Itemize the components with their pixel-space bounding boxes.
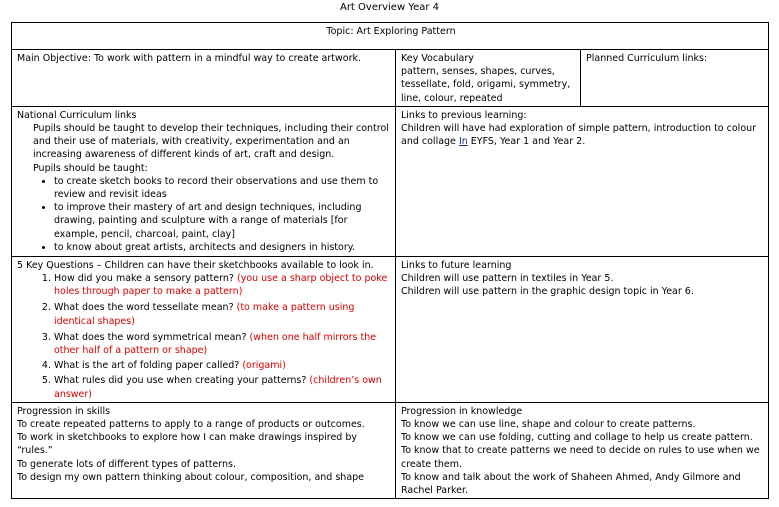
main-objective: Main Objective: To work with pattern in a mindful way to create artwork. [17,53,362,64]
list-item: 1. How did you make a sensory pattern? (you use a sharp object to poke holes through paper to make a pattern) [54,272,392,298]
progression-skills-heading: Progression in skills [17,405,111,417]
future-learning-cell [396,256,769,402]
national-curriculum-heading: National Curriculum links [17,109,137,121]
list-item: To generate lots of different types of patterns. [17,458,237,470]
list-item: To create repeated patterns to apply to a range of products or outcomes. [17,419,365,431]
list-item: To know we can use folding, cutting and collage to help us create pattern. [401,432,753,444]
previous-learning-heading: Links to previous learning: [401,109,527,121]
previous-learning-cell [396,106,769,256]
topic-cell [12,23,769,50]
previous-learning-link: In [458,136,468,148]
key-questions-heading: 5 Key Questions – Children can have their sketchbooks available to look in. [17,259,374,271]
previous-learning-text: Children will have had exploration of simple pattern, introduction to colour and collage In EYFS, Year 1 and Year 2. [401,123,757,148]
topic-title: Topic: Art Exploring Pattern [326,26,456,37]
key-questions-list [17,272,392,401]
national-curriculum-bullets [17,175,392,254]
list-item: To work in sketchbooks to explore how I can make drawings inspired by “rules.” [17,432,358,457]
list-item: To know and talk about the work of Shaheen Ahmed, Andy Gilmore and Rachel Parker. [401,471,741,497]
progression-skills-cell [12,402,396,498]
list-item: 5. What rules did you use when creating your patterns? (children’s own answer) [54,374,392,400]
overview-table [11,22,769,499]
list-item: Children will use pattern in textiles in Year 5. [401,273,614,285]
list-item: • to improve their mastery of art and design techniques, including drawing, painting and sculpture with a range of materials [for example, pencil, charcoal, paint, clay] [54,201,392,241]
list-item: 4. What is the art of folding paper called? (origami) [54,359,392,372]
main-objective-cell [12,50,396,107]
list-item: To know that to create patterns we need to decide on rules to use when we create them. [401,445,760,470]
planned-curriculum-heading: Planned Curriculum links: [586,53,708,64]
future-learning-heading: Links to future learning [401,259,512,271]
list-item: To design my own pattern thinking about colour, composition, and shape [17,471,365,483]
list-item: 2. What does the word tessellate mean? (to make a pattern using identical shapes) [54,301,392,327]
progression-knowledge-heading: Progression in knowledge [401,405,523,417]
list-item: To know we can use line, shape and colour to create patterns. [401,419,696,431]
planned-curriculum-cell [581,50,769,107]
progression-knowledge-cell [396,402,769,498]
list-item: • to know about great artists, architects and designers in history. [54,241,392,254]
list-item: Children will use pattern in the graphic design topic in Year 6. [401,286,694,298]
national-curriculum-intro: Pupils should be taught to develop their techniques, including their control and their use of materials, with creativity, experimentation and an increasing awareness of different kinds of art, craft and design. [33,123,389,161]
key-vocabulary-heading: Key Vocabulary [401,53,474,64]
key-vocabulary-cell [396,50,581,107]
page-title: Art Overview Year 4 [339,2,440,13]
national-curriculum-cell [12,106,396,256]
list-item: • to create sketch books to record their observations and use them to review and revisit ideas [54,175,392,201]
key-vocabulary-terms: pattern, senses, shapes, curves, tessellate, fold, origami, symmetry, line, colour, repeated [401,66,571,104]
national-curriculum-taught: Pupils should be taught: [33,162,148,174]
list-item: 3. What does the word symmetrical mean? (when one half mirrors the other half of a pattern or shape) [54,331,392,357]
key-questions-cell [12,256,396,402]
